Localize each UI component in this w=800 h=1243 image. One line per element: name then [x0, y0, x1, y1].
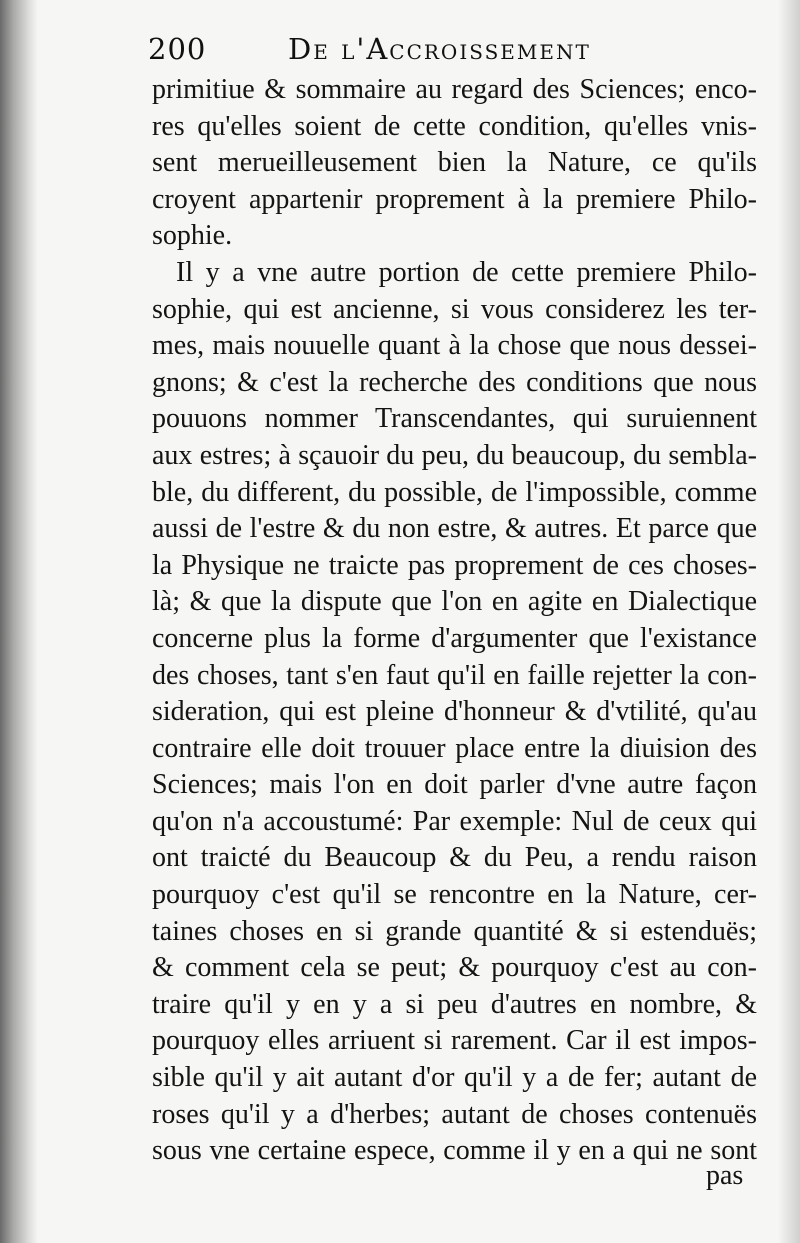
text-line: qu'on n'a accoustumé: Par exemple: Nul de ceux qui [152, 805, 757, 837]
running-title: De l'Accroissement [288, 32, 591, 66]
text-line: croyent appartenir proprement à la premiere Philo- [152, 183, 757, 215]
text-line: sent merueilleusement bien la Nature, ce qu'ils [152, 147, 757, 179]
text-line: pourquoy elles arriuent si rarement. Car il est impos- [152, 1025, 757, 1057]
text-line: & comment cela se peut; & pourquoy c'est au con- [152, 952, 757, 984]
text-line: contraire elle doit trouuer place entre la diuision des [152, 732, 757, 764]
text-line: sophie, qui est ancienne, si vous considerez les ter- [152, 293, 757, 325]
text-line: mes, mais nouuelle quant à la chose que nous dessei- [152, 330, 757, 362]
text-line: taines choses en si grande quantité & si estenduës; [152, 915, 757, 947]
text-line: primitiue & sommaire au regard des Sciences; enco- [152, 74, 757, 105]
catchword: pas [706, 1160, 744, 1191]
running-head [148, 28, 748, 72]
text-line: des choses, tant s'en faut qu'il en faille rejetter la con- [152, 659, 757, 691]
text-line: Sciences; mais l'on en doit parler d'vne autre façon [152, 769, 757, 801]
text-line: pourquoy c'est qu'il se rencontre en la Nature, cer- [152, 879, 757, 911]
page-edge-shadow [778, 0, 800, 1243]
page-number: 200 [148, 32, 207, 66]
text-line: sophie. [152, 220, 233, 252]
text-line: ble, du different, du possible, de l'impossible, comme [152, 476, 757, 508]
text-line: roses qu'il y a d'herbes; autant de choses contenuës [152, 1098, 757, 1130]
text-line: concerne plus la forme d'argumenter que l'existance [152, 622, 757, 654]
text-line: là; & que la dispute que l'on en agite en Dialectique [152, 586, 757, 618]
text-line: gnons; & c'est la recherche des conditions que nous [152, 366, 757, 398]
text-line: Il y a vne autre portion de cette premiere Philo- [176, 256, 757, 288]
text-line: sible qu'il y ait autant d'or qu'il y a de fer; autant de [152, 1062, 757, 1094]
text-line: pouuons nommer Transcendantes, qui suruiennent [152, 403, 757, 435]
text-line: traire qu'il y en y a si peu d'autres en nombre, & [152, 988, 757, 1020]
text-line: aux estres; à sçauoir du peu, du beaucoup, du sembla- [152, 439, 757, 471]
text-line: la Physique ne traicte pas proprement de ces choses- [152, 549, 757, 581]
text-line: aussi de l'estre & du non estre, & autres. Et parce que [152, 513, 757, 545]
text-line: ont traicté du Beaucoup & du Peu, a rendu raison [152, 842, 757, 874]
text-line: sideration, qui est pleine d'honneur & d'vtilité, qu'au [152, 696, 757, 728]
text-line: res qu'elles soient de cette condition, qu'elles vnis- [152, 110, 757, 142]
text-line: sous vne certaine espece, comme il y en a qui ne sont [152, 1135, 757, 1167]
body-text [152, 72, 757, 1170]
binding-gutter-shadow [0, 0, 38, 1243]
